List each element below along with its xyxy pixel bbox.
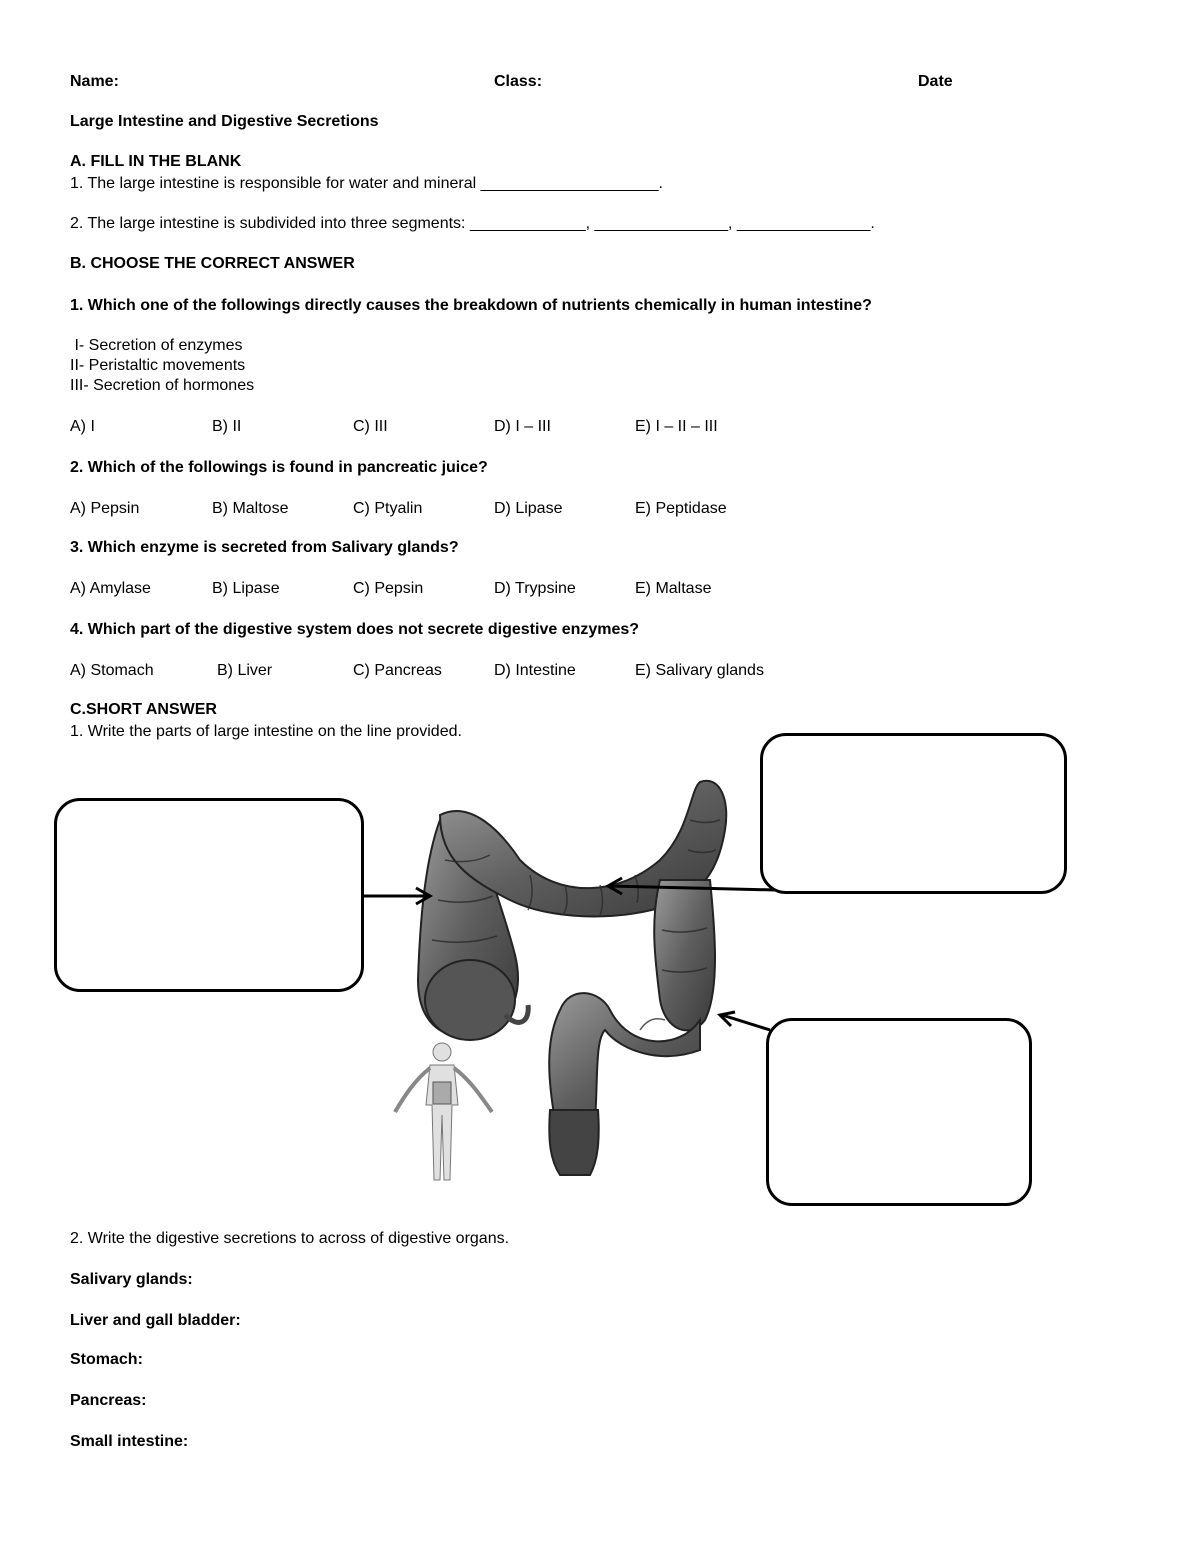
q4-option-c: C) Pancreas bbox=[353, 662, 442, 679]
q4-option-a: A) Stomach bbox=[70, 662, 154, 679]
name-label: Name: bbox=[70, 73, 119, 90]
organ-small-intestine: Small intestine: bbox=[70, 1433, 189, 1450]
statement-2: II- Peristaltic movements bbox=[70, 357, 246, 374]
date-label: Date bbox=[918, 73, 953, 90]
q4-option-e: E) Salivary glands bbox=[635, 662, 764, 679]
q4-option-d: D) Intestine bbox=[494, 662, 576, 679]
mc-question-3: 3. Which enzyme is secreted from Salivary glands? bbox=[70, 539, 459, 556]
fill-blank-question-1: 1. The large intestine is responsible for water and mineral ____________________. bbox=[70, 175, 663, 192]
q3-option-b: B) Lipase bbox=[212, 580, 280, 597]
colon-shape bbox=[418, 781, 726, 1175]
organ-liver-gall-bladder: Liver and gall bladder: bbox=[70, 1312, 241, 1329]
statement-3: III- Secretion of hormones bbox=[70, 377, 255, 394]
mc-question-4: 4. Which part of the digestive system does not secrete digestive enzymes? bbox=[70, 621, 640, 638]
q3-option-a: A) Amylase bbox=[70, 580, 151, 597]
worksheet-title: Large Intestine and Digestive Secretions bbox=[70, 113, 379, 130]
section-b-heading: B. CHOOSE THE CORRECT ANSWER bbox=[70, 255, 355, 272]
short-answer-question-2: 2. Write the digestive secretions to across of digestive organs. bbox=[70, 1230, 510, 1247]
q2-option-d: D) Lipase bbox=[494, 500, 563, 517]
human-figure-icon bbox=[395, 1043, 492, 1180]
q3-option-e: E) Maltase bbox=[635, 580, 712, 597]
statement-1: I- Secretion of enzymes bbox=[70, 337, 243, 354]
q1-option-b: B) II bbox=[212, 418, 242, 435]
q1-option-a: A) I bbox=[70, 418, 95, 435]
organ-salivary-glands: Salivary glands: bbox=[70, 1271, 193, 1288]
organ-pancreas: Pancreas: bbox=[70, 1392, 147, 1409]
q2-option-a: A) Pepsin bbox=[70, 500, 140, 517]
q1-option-c: C) III bbox=[353, 418, 388, 435]
section-c-heading: C.SHORT ANSWER bbox=[70, 701, 217, 718]
q1-option-e: E) I – II – III bbox=[635, 418, 718, 435]
class-label: Class: bbox=[494, 73, 543, 90]
short-answer-question-1: 1. Write the parts of large intestine on the line provided. bbox=[70, 723, 462, 740]
section-a-heading: A. FILL IN THE BLANK bbox=[70, 153, 242, 170]
q2-option-c: C) Ptyalin bbox=[353, 500, 423, 517]
q3-option-d: D) Trypsine bbox=[494, 580, 576, 597]
mc-question-1: 1. Which one of the followings directly causes the breakdown of nutrients chemically in human intestine? bbox=[70, 297, 872, 314]
q3-option-c: C) Pepsin bbox=[353, 580, 424, 597]
q2-option-b: B) Maltose bbox=[212, 500, 289, 517]
organ-stomach: Stomach: bbox=[70, 1351, 143, 1368]
q1-option-d: D) I – III bbox=[494, 418, 551, 435]
fill-blank-question-2: 2. The large intestine is subdivided into three segments: _____________, _______________, _______________. bbox=[70, 215, 875, 232]
q2-option-e: E) Peptidase bbox=[635, 500, 727, 517]
mc-question-2: 2. Which of the followings is found in pancreatic juice? bbox=[70, 459, 488, 476]
q4-option-b: B) Liver bbox=[217, 662, 273, 679]
